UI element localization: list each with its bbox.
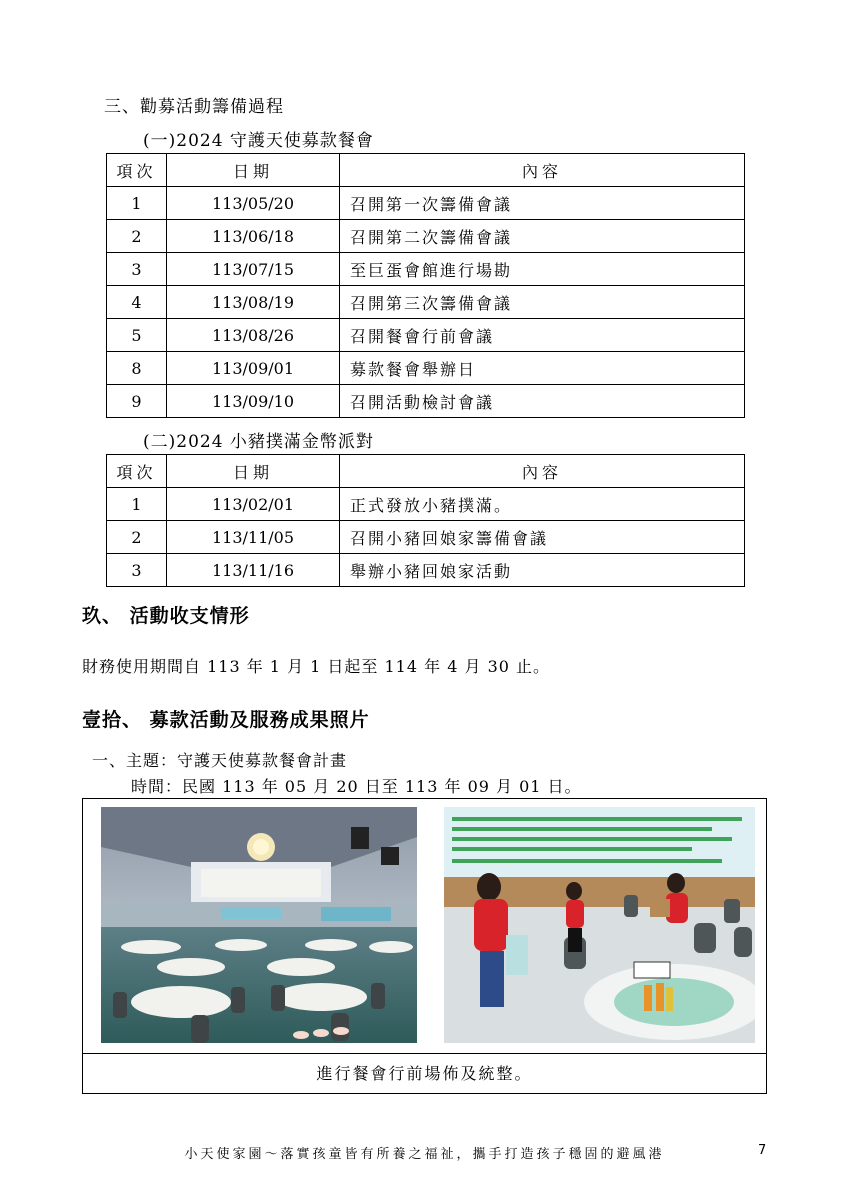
banquet-hall-photo <box>101 807 417 1043</box>
section-heading-3: 三、勸募活動籌備過程 <box>104 97 284 117</box>
header-item-no: 項次 <box>107 154 167 187</box>
cell-item-no: 4 <box>107 286 167 319</box>
cell-content: 召開第一次籌備會議 <box>340 187 745 220</box>
section-heading-10: 壹拾、 募款活動及服務成果照片 <box>82 709 370 731</box>
cell-content: 召開第二次籌備會議 <box>340 220 745 253</box>
table-row <box>107 521 745 554</box>
finance-period-text: 財務使用期間自 113 年 1 月 1 日起至 114 年 4 月 30 止。 <box>82 657 551 676</box>
header-content: 內容 <box>340 154 745 187</box>
subsection-heading-2: (二)2024 小豬撲滿金幣派對 <box>143 432 374 452</box>
volunteers-setup-image <box>444 807 755 1043</box>
cell-content: 舉辦小豬回娘家活動 <box>340 554 745 587</box>
banquet-hall-image <box>101 807 417 1043</box>
cell-content: 募款餐會舉辦日 <box>340 352 745 385</box>
table-row <box>107 286 745 319</box>
cell-item-no: 3 <box>107 554 167 587</box>
cell-content: 正式發放小豬撲滿。 <box>340 488 745 521</box>
table-header-row <box>107 154 745 187</box>
cell-content: 召開活動檢討會議 <box>340 385 745 418</box>
cell-date: 113/09/10 <box>167 385 340 418</box>
table-row <box>107 554 745 587</box>
item-time-text: 時間：民國 113 年 05 月 20 日至 113 年 09 月 01 日。 <box>131 777 582 796</box>
subsection-heading-1: (一)2024 守護天使募款餐會 <box>143 131 374 151</box>
cell-content: 召開小豬回娘家籌備會議 <box>340 521 745 554</box>
cell-item-no: 9 <box>107 385 167 418</box>
cell-date: 113/06/18 <box>167 220 340 253</box>
photo-caption: 進行餐會行前場佈及統整。 <box>316 1064 533 1083</box>
cell-date: 113/09/01 <box>167 352 340 385</box>
cell-date: 113/11/16 <box>167 554 340 587</box>
schedule-table-1 <box>106 153 745 418</box>
page-footer: 小天使家園～落實孩童皆有所養之福祉，攜手打造孩子穩固的避風港 <box>184 1147 665 1162</box>
cell-date: 113/02/01 <box>167 488 340 521</box>
cell-content: 召開餐會行前會議 <box>340 319 745 352</box>
volunteers-setup-photo <box>444 807 755 1043</box>
cell-date: 113/08/26 <box>167 319 340 352</box>
cell-item-no: 1 <box>107 488 167 521</box>
cell-item-no: 5 <box>107 319 167 352</box>
table-row <box>107 220 745 253</box>
table-row <box>107 319 745 352</box>
cell-date: 113/05/20 <box>167 187 340 220</box>
photo-frame <box>82 798 767 1094</box>
cell-date: 113/07/15 <box>167 253 340 286</box>
table-header-row <box>107 455 745 488</box>
page-number: 7 <box>758 1143 767 1158</box>
schedule-table-2 <box>106 454 745 587</box>
table-row <box>107 352 745 385</box>
cell-date: 113/08/19 <box>167 286 340 319</box>
header-item-no: 項次 <box>107 455 167 488</box>
cell-date: 113/11/05 <box>167 521 340 554</box>
table-row <box>107 488 745 521</box>
cell-content: 至巨蛋會館進行場勘 <box>340 253 745 286</box>
cell-content: 召開第三次籌備會議 <box>340 286 745 319</box>
cell-item-no: 3 <box>107 253 167 286</box>
cell-item-no: 2 <box>107 220 167 253</box>
cell-item-no: 1 <box>107 187 167 220</box>
item-theme-text: 一、主題：守護天使募款餐會計畫 <box>92 751 348 770</box>
table-row <box>107 385 745 418</box>
header-date: 日期 <box>167 455 340 488</box>
table-row <box>107 187 745 220</box>
cell-item-no: 8 <box>107 352 167 385</box>
header-date: 日期 <box>167 154 340 187</box>
section-heading-9: 玖、 活動收支情形 <box>82 605 250 627</box>
header-content: 內容 <box>340 455 745 488</box>
cell-item-no: 2 <box>107 521 167 554</box>
table-row <box>107 253 745 286</box>
